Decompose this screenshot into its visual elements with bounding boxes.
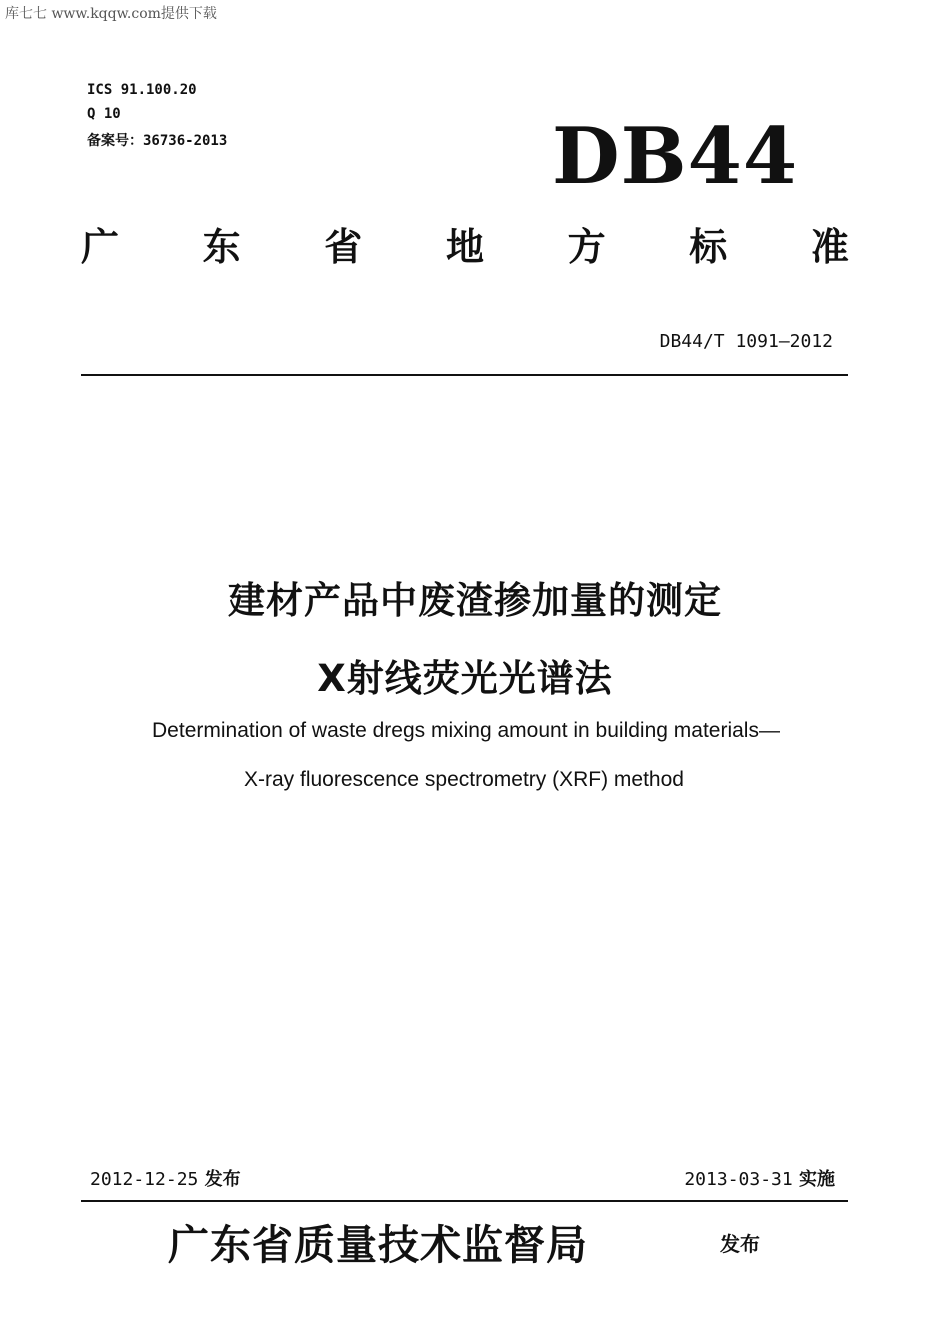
registration-number: 备案号：36736-2013 [87,133,228,149]
ics-code: ICS 91.100.20 [87,82,197,98]
standard-type-char: 地 [445,225,484,269]
implement-date-block [684,1165,835,1191]
standard-type-char: 方 [567,225,606,269]
standard-type-char: 东 [202,225,241,269]
watermark-text: 库七七 www.kqqw.com提供下载 [5,6,217,22]
title-chinese-line1: 建材产品中废渣掺加量的测定 [228,579,722,622]
title-english-line2: X-ray fluorescence spectrometry (XRF) method [244,768,684,791]
title-chinese-line2: X射线荧光光谱法 [317,657,613,700]
issue-date-block [90,1165,241,1191]
top-divider [81,374,848,376]
title-english-line1: Determination of waste dregs mixing amount in building materials— [152,719,780,742]
publisher-name: 广东省质量技术监督局 [168,1221,588,1269]
issue-date: 2012-12-25 [90,1169,199,1190]
standard-type-char: 省 [324,225,363,269]
standard-type-heading [80,225,850,269]
publisher-suffix: 发布 [720,1232,760,1256]
standard-type-char: 准 [810,225,849,269]
db44-logo: DB44 [552,111,799,202]
standard-type-char: 标 [689,225,728,269]
standard-code: DB44/T 1091—2012 [659,331,833,352]
implement-date: 2013-03-31 [684,1169,793,1190]
standard-type-char: 广 [80,225,119,269]
bottom-divider [81,1200,848,1202]
implement-label: 实施 [799,1169,835,1190]
classification-code: Q 10 [87,106,121,122]
issue-label: 发布 [204,1169,241,1190]
